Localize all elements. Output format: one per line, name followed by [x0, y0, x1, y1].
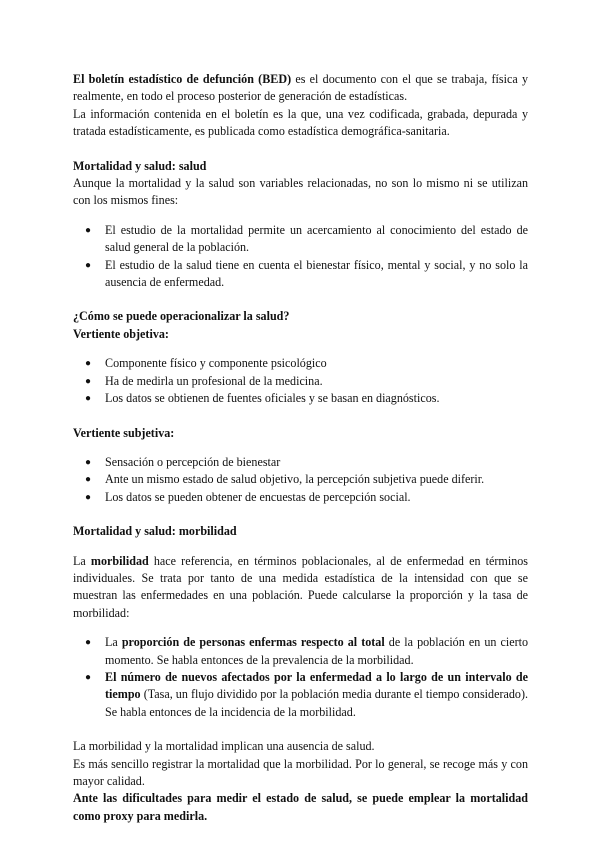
- list-item: ● El estudio de la salud tiene en cuenta el bienestar físico, mental y social, y no solo la ausencia de enfermedad.: [85, 257, 528, 290]
- list-item: ● Ante un mismo estado de salud objetivo, la percepción subjetiva puede diferir.: [105, 471, 528, 488]
- bullet-icon: ●: [85, 671, 92, 683]
- list-item: ● Sensación o percepción de bienestar: [105, 454, 528, 471]
- intro-bold-term: El boletín estadístico de defunción (BED): [73, 72, 292, 86]
- bullet-icon: ●: [85, 491, 92, 503]
- closing-paragraph-1: La morbilidad y la mortalidad implican una ausencia de salud.: [73, 739, 375, 754]
- section-salud-list: [73, 222, 528, 292]
- bullet-icon: ●: [85, 358, 92, 370]
- section-morbilidad-list: [73, 634, 528, 721]
- vertiente-objetiva-title: Vertiente objetiva:: [73, 326, 169, 341]
- section-morbilidad-text: La morbilidad hace referencia, en términos poblacionales, al de enfermedad en términos individuales. Se trata por tanto de una medida estadística de la intensidad con que se muestran las enfermedades en una población. Puede calcularse la proporción y la tasa de morbilidad:: [73, 553, 528, 620]
- list-item: ● Los datos se obtienen de fuentes oficiales y se basan en diagnósticos.: [105, 390, 528, 407]
- bullet-icon: ●: [85, 259, 92, 271]
- list-item: ● Los datos se pueden obtener de encuestas de percepción social.: [105, 489, 528, 506]
- closing-paragraph-2: Es más sencillo registrar la mortalidad que la morbilidad. Por lo general, se recoge más y con mayor calidad.: [73, 756, 528, 788]
- section-salud-title: Mortalidad y salud: salud: [73, 158, 207, 173]
- bullet-icon: ●: [85, 393, 92, 405]
- bullet-icon: ●: [85, 637, 92, 649]
- vertiente-subjetiva-title: Vertiente subjetiva:: [73, 425, 175, 440]
- section-morbilidad-title: Mortalidad y salud: morbilidad: [73, 524, 237, 539]
- list-item: ● El estudio de la mortalidad permite un acercamiento al conocimiento del estado de salud general de la población.: [85, 222, 528, 255]
- vertiente-objetiva-list: [73, 355, 528, 407]
- list-item: ● La proporción de personas enfermas respecto al total de la población en un cierto momento. Se habla entonces de la prevalencia de la morbilidad.: [85, 635, 529, 667]
- list-item: ● El número de nuevos afectados por la enfermedad a lo largo de un intervalo de tiempo (Tasa, un flujo dividido por la población media durante el tiempo considerado). Se habla entonces de la incidencia de la morbilidad.: [85, 669, 528, 719]
- bullet-icon: ●: [85, 375, 92, 387]
- bullet-icon: ●: [85, 224, 92, 236]
- intro-paragraph-2: La información contenida en el boletín es la que, una vez codificada, grabada, depurada y tratada estadísticamente, es publicada como estadística demográfica-sanitaria.: [73, 106, 528, 139]
- bullet-icon: ●: [85, 456, 92, 468]
- intro-paragraph-1: [73, 71, 528, 106]
- section-salud-text: Aunque la mortalidad y la salud son variables relacionadas, no son lo mismo ni se utilizan con los mismos fines:: [73, 176, 528, 208]
- closing-paragraph-3: Ante las dificultades para medir el estado de salud, se puede emplear la mortalidad como proxy para medirla.: [73, 791, 528, 823]
- bullet-icon: ●: [85, 474, 92, 486]
- section-operacionalizar-title: ¿Cómo se puede operacionalizar la salud?: [73, 309, 290, 324]
- intro-text: es el documento con el que se trabaja, física y realmente, en todo el proceso posterior de generación de estadísticas.: [73, 72, 528, 104]
- list-item: ● Componente físico y componente psicológico: [105, 355, 528, 372]
- list-item: ● Ha de medirla un profesional de la medicina.: [105, 373, 528, 390]
- vertiente-subjetiva-list: [73, 454, 528, 506]
